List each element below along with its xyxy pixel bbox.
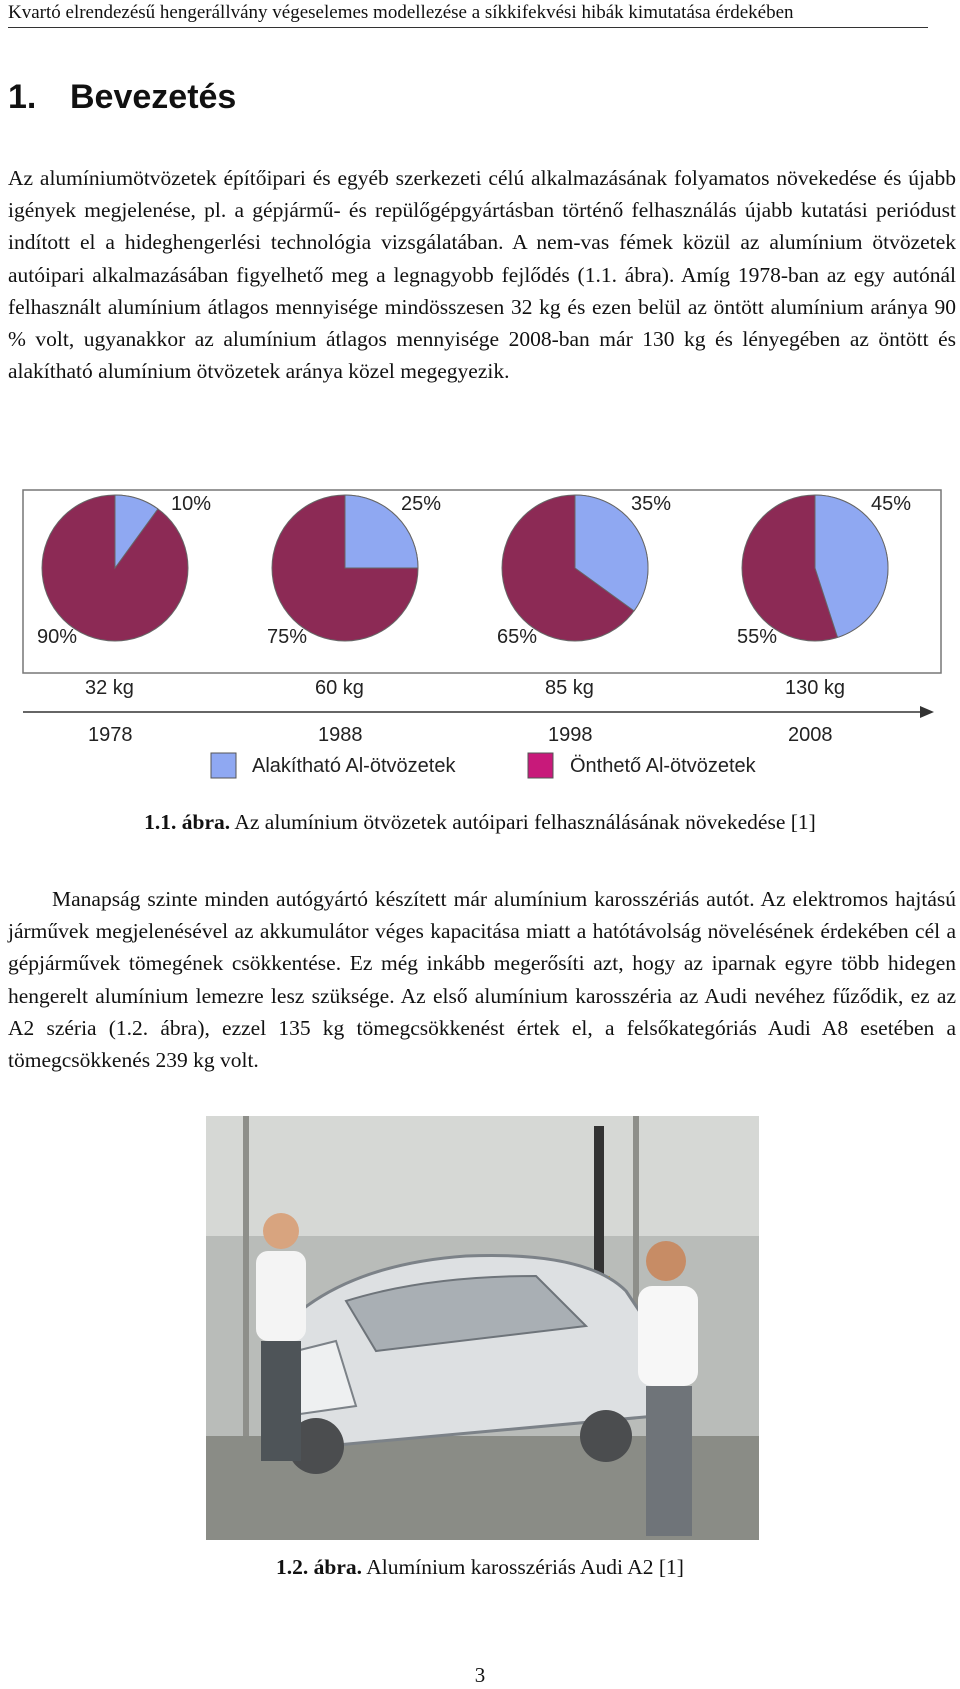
intro-paragraph: Az alumíniumötvözetek építőipari és egyéb szerkezeti célú alkalmazásának folyamatos növekedése és újabb igények megjelenése, pl. a gépjármű- és repülőgépgyártásban történő felhasználás újabb kutatási periódust indított el a hideghengerlési technológia vizsgálatában. A nem-vas fémek közül az alumínium ötvözetek autóipari alkalmazásában figyelhető meg a legnagyobb fejlődés (1.1. ábra). Amíg 1978-ban az egy autónál felhasznált alumínium átlagos mennyisége mindösszesen 32 kg és ezen belül az öntött alumínium aránya 90 % volt, ugyanakkor az alumínium átlagos mennyisége 2008-ban már 130 kg és lényegében az öntött és alakítható alumínium ötvözetek aránya közel megegyezik. — [8, 166, 956, 384]
timeline-amount-1988: 60 kg — [315, 677, 364, 699]
pie-label-cast-1978: 90% — [37, 626, 78, 648]
timeline-amount-1978: 32 kg — [85, 677, 134, 699]
legend-label-wrought: Alakítható Al-ötvözetek — [252, 755, 456, 777]
body-paragraph: Manapság szinte minden autógyártó készített már alumínium karosszériás autót. Az elektromos hajtású járművek megjelenésével az akkumulátor véges kapacitása miatt a hatótávolság növelésének érdekében cél a gépjárművek tömegének csökkentése. Ez még inkább megerősíti azt, hogy az iparnak egyre több hidegen hengerelt alumínium lemezre lesz szüksége. Az első alumínium karosszéria az Audi nevéhez fűződik, ez az A2 széria (1.2. ábra), ezzel 135 kg tömegcsökkenést értek el, a felsőkategóriás Audi A8 esetében a tömegcsökkenés 239 kg volt. — [8, 887, 956, 1073]
timeline-year-1988: 1988 — [318, 724, 363, 746]
running-header: Kvartó elrendezésű hengerállvány végeselemes modellezése a síkkifekvési hibák kimutatása érdekében — [8, 2, 928, 28]
figure-1-text: Az alumínium ötvözetek autóipari felhasználásának növekedése [1] — [234, 810, 816, 834]
timeline-year-2008: 2008 — [788, 724, 833, 746]
pie-label-wrought-1988: 25% — [401, 493, 442, 515]
figure-1-label: 1.1. ábra. — [144, 810, 231, 834]
pie-label-cast-2008: 55% — [737, 626, 778, 648]
figure-2-caption — [0, 1555, 960, 1580]
legend-swatch-cast — [528, 753, 553, 778]
pie-label-wrought-1978: 10% — [171, 493, 212, 515]
pie-label-wrought-2008: 45% — [871, 493, 912, 515]
aluminium-usage-figure — [20, 488, 942, 788]
pie-label-wrought-1998: 35% — [631, 493, 672, 515]
legend-swatch-wrought — [211, 753, 236, 778]
legend-label-cast: Önthető Al-ötvözetek — [570, 755, 756, 777]
timeline-year-1998: 1998 — [548, 724, 593, 746]
timeline-year-1978: 1978 — [88, 724, 133, 746]
pie-label-cast-1988: 75% — [267, 626, 308, 648]
section-title: Bevezetés — [70, 78, 237, 116]
pie-label-cast-1998: 65% — [497, 626, 538, 648]
page-number: 3 — [474, 1663, 486, 1687]
figure-2-text: Alumínium karosszériás Audi A2 [1] — [366, 1555, 684, 1579]
section-number: 1. — [8, 78, 37, 116]
figure-1-caption — [0, 810, 960, 835]
section-heading — [8, 78, 236, 117]
timeline-amount-2008: 130 kg — [785, 677, 846, 699]
audi-a2-factory-photo — [206, 1116, 759, 1540]
figure-2-label: 1.2. ábra. — [276, 1555, 363, 1579]
timeline-arrow — [920, 706, 934, 718]
timeline-amount-1998: 85 kg — [545, 677, 594, 699]
